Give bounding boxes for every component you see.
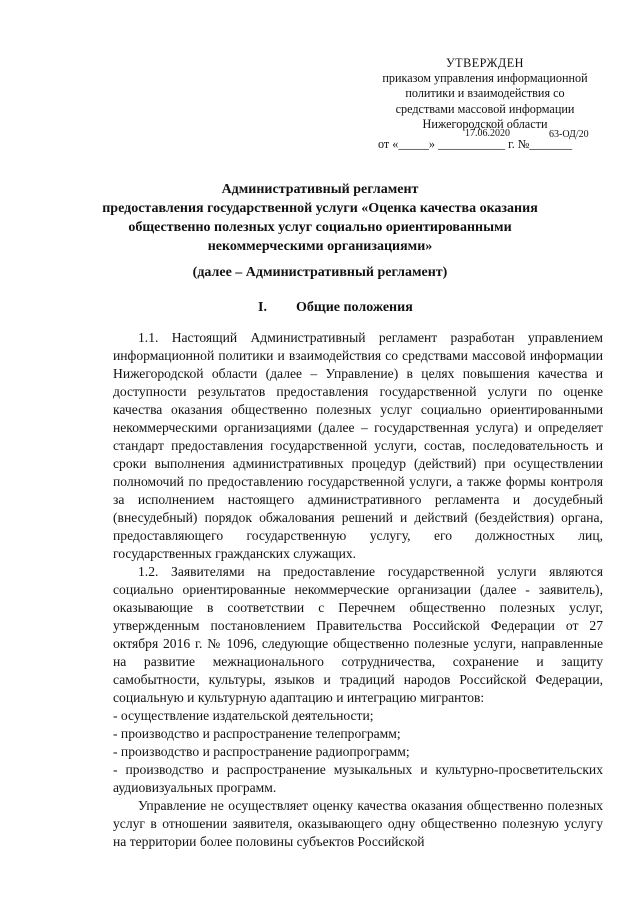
order-date: 17.06.2020 [465, 128, 510, 139]
list-item: - производство и распространение телепрограмм; [113, 726, 401, 741]
paragraph: Управление не осуществляет оценку качества оказания общественно полезных услуг в отношении заявителя, оказывающего одну общественно полезную услугу на территории более половины субъектов Российской [113, 798, 603, 849]
section-number: I. [258, 300, 267, 315]
paragraph: 1.1. Настоящий Административный регламент разработан управлением информационной политики и взаимодействия со средствами массовой информации Нижегородской области (далее – Управление) в целях повышения качества и доступности результатов предоставления государственной услуги по оценке качества оказания общественно полезных услуг социально ориентированными некоммерческими организациями (далее – государственная услуга) и определяет стандарт предоставления государственной услуги, состав, последовательность и сроки выполнения административных процедур (действий) при осуществлении полномочий по предоставлению государственной услуги, а также формы контроля за исполнением настоящего административного регламента и досудебный (внесудебный) порядок обжалования решений и действий (бездействия) органа, предоставляющего государственную услугу, его должностных лиц, государственных гражданских служащих. [113, 330, 603, 561]
title-line: предоставления государственной услуги «Оценка качества оказания [102, 201, 538, 216]
order-number: 63-ОД/20 [549, 129, 589, 140]
list-item: - производство и распространение музыкальных и культурно-просветительских аудиовизуальных программ. [113, 762, 603, 795]
approval-line: политики и взаимодействия со [405, 86, 565, 101]
document-subtitle: (далее – Административный регламент) [192, 265, 448, 280]
document-title [100, 180, 540, 256]
document-body [113, 329, 603, 851]
list-item: - производство и распространение радиопрограмм; [113, 744, 410, 759]
paragraph: 1.2. Заявителями на предоставление государственной услуги являются социально ориентированные некоммерческие организации (далее - заявитель), оказывающие в соответствии с Перечнем общественно полезных услуг, утвержденным постановлением Правительства Российской Федерации от 27 октября 2016 г. № 1096, следующие общественно полезные услуги, направленные на развитие межнационального сотрудничества, сохранение и защиту самобытности, культуры, языков и традиций народов Российской Федерации, социальную и культурную адаптацию и интеграцию мигрантов: [113, 564, 603, 705]
list-item: - осуществление издательской деятельности; [113, 708, 374, 723]
approval-stamp [372, 56, 598, 132]
title-line: некоммерческими организациями» [207, 239, 433, 254]
section-name: Общие положения [296, 300, 413, 315]
approval-line: Нижегородской области [422, 116, 548, 131]
title-line: общественно полезных услуг социально ориентированными [128, 220, 512, 235]
order-date-line [378, 128, 604, 150]
section-heading [100, 300, 540, 320]
title-line: Административный регламент [221, 182, 419, 197]
approval-line: приказом управления информационной [382, 71, 588, 86]
approval-line: средствами массовой информации [395, 101, 575, 116]
approval-heading: УТВЕРЖДЕН [446, 56, 524, 70]
date-number-template: от «_____» ___________ г. №_______ [378, 137, 573, 151]
